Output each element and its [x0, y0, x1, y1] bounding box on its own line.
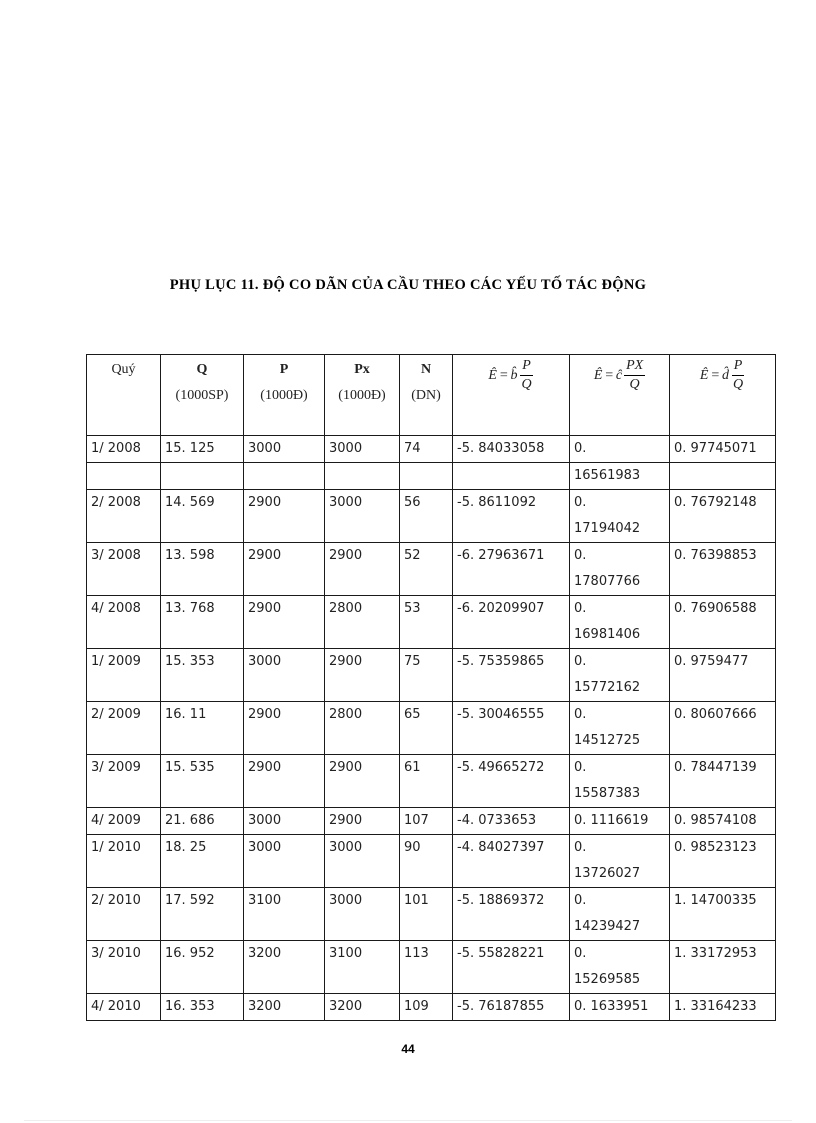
cell-e1: -4. 0733653 — [453, 808, 570, 835]
cell-e1 — [453, 463, 570, 490]
cell-q: 17. 592 — [161, 888, 244, 941]
table-row — [87, 755, 776, 808]
table-row — [87, 596, 776, 649]
cell-n: 74 — [400, 436, 453, 463]
cell-n: 61 — [400, 755, 453, 808]
cell-e2: 0. 15772162 — [570, 649, 670, 702]
header-n: N (DN) — [400, 355, 453, 436]
cell-n: 107 — [400, 808, 453, 835]
footer-divider — [24, 1120, 792, 1121]
cell-q: 15. 353 — [161, 649, 244, 702]
cell-e2: 0. 17194042 — [570, 490, 670, 543]
cell-e3: 0. 97745071 — [670, 436, 776, 463]
cell-e2: 0. — [570, 436, 670, 463]
cell-px: 3100 — [325, 941, 400, 994]
page-title: PHỤ LỤC 11. ĐỘ CO DÃN CỦA CẦU THEO CÁC YẾU TỐ TÁC ĐỘNG — [169, 277, 647, 293]
cell-q: 14. 569 — [161, 490, 244, 543]
table-row — [87, 941, 776, 994]
table-row — [87, 808, 776, 835]
cell-quy: 4/ 2008 — [87, 596, 161, 649]
cell-quy: 2/ 2009 — [87, 702, 161, 755]
cell-q: 13. 598 — [161, 543, 244, 596]
header-quy: Quý — [87, 355, 161, 436]
cell-n: 113 — [400, 941, 453, 994]
cell-n: 56 — [400, 490, 453, 543]
cell-e3: 1. 33172953 — [670, 941, 776, 994]
cell-e1: -5. 49665272 — [453, 755, 570, 808]
cell-q: 16. 353 — [161, 994, 244, 1021]
cell-e3: 0. 78447139 — [670, 755, 776, 808]
cell-e1: -5. 76187855 — [453, 994, 570, 1021]
cell-p: 3000 — [244, 808, 325, 835]
cell-e3: 1. 14700335 — [670, 888, 776, 941]
table-row — [87, 835, 776, 888]
cell-e3: 0. 80607666 — [670, 702, 776, 755]
header-elasticity-cross: Ê = ĉ $\frac{PX}{Q}$ — [570, 355, 670, 436]
cell-p: 3100 — [244, 888, 325, 941]
cell-e3: 1. 33164233 — [670, 994, 776, 1021]
cell-q: 15. 535 — [161, 755, 244, 808]
cell-n: 65 — [400, 702, 453, 755]
cell-e1: -6. 27963671 — [453, 543, 570, 596]
cell-n: 75 — [400, 649, 453, 702]
cell-n: 52 — [400, 543, 453, 596]
cell-quy: 2/ 2008 — [87, 490, 161, 543]
cell-px — [325, 463, 400, 490]
cell-e1: -5. 18869372 — [453, 888, 570, 941]
table-row — [87, 543, 776, 596]
cell-p — [244, 463, 325, 490]
cell-px: 3000 — [325, 436, 400, 463]
cell-p: 3200 — [244, 994, 325, 1021]
cell-p: 3000 — [244, 436, 325, 463]
cell-n — [400, 463, 453, 490]
cell-quy: 3/ 2008 — [87, 543, 161, 596]
cell-e1: -5. 75359865 — [453, 649, 570, 702]
cell-p: 3000 — [244, 649, 325, 702]
cell-n: 101 — [400, 888, 453, 941]
cell-e3: 0. 98574108 — [670, 808, 776, 835]
cell-e1: -5. 55828221 — [453, 941, 570, 994]
cell-e1: -4. 84027397 — [453, 835, 570, 888]
cell-e1: -5. 8611092 — [453, 490, 570, 543]
page-number: 44 — [401, 1042, 415, 1056]
cell-e3 — [670, 463, 776, 490]
cell-px: 3200 — [325, 994, 400, 1021]
cell-e2: 0. 1633951 — [570, 994, 670, 1021]
cell-e3: 0. 98523123 — [670, 835, 776, 888]
cell-e1: -5. 30046555 — [453, 702, 570, 755]
table-row — [87, 649, 776, 702]
header-p: P (1000Đ) — [244, 355, 325, 436]
cell-q: 21. 686 — [161, 808, 244, 835]
cell-e1: -5. 84033058 — [453, 436, 570, 463]
cell-q: 15. 125 — [161, 436, 244, 463]
table-row — [87, 436, 776, 463]
header-q: Q (1000SP) — [161, 355, 244, 436]
cell-q: 16. 11 — [161, 702, 244, 755]
cell-px: 3000 — [325, 835, 400, 888]
cell-p: 3200 — [244, 941, 325, 994]
cell-n: 90 — [400, 835, 453, 888]
header-elasticity-price: Ê = b̂ $\frac{P}{Q}$ — [453, 355, 570, 436]
cell-q: 18. 25 — [161, 835, 244, 888]
cell-p: 2900 — [244, 543, 325, 596]
cell-e2: 0. 14239427 — [570, 888, 670, 941]
cell-quy: 1/ 2009 — [87, 649, 161, 702]
elasticity-table — [86, 354, 776, 1021]
cell-e2: 0. 17807766 — [570, 543, 670, 596]
cell-p: 2900 — [244, 490, 325, 543]
cell-e1: -6. 20209907 — [453, 596, 570, 649]
cell-e3: 0. 76792148 — [670, 490, 776, 543]
cell-e2: 0. 14512725 — [570, 702, 670, 755]
cell-e3: 0. 76398853 — [670, 543, 776, 596]
table-row — [87, 888, 776, 941]
cell-quy: 3/ 2009 — [87, 755, 161, 808]
cell-px: 2900 — [325, 543, 400, 596]
cell-e2: 0. 15269585 — [570, 941, 670, 994]
cell-quy: 2/ 2010 — [87, 888, 161, 941]
cell-p: 2900 — [244, 702, 325, 755]
cell-px: 3000 — [325, 490, 400, 543]
cell-e3: 0. 9759477 — [670, 649, 776, 702]
cell-p: 2900 — [244, 596, 325, 649]
cell-p: 2900 — [244, 755, 325, 808]
cell-e2: 16561983 — [570, 463, 670, 490]
cell-e3: 0. 76906588 — [670, 596, 776, 649]
cell-n: 109 — [400, 994, 453, 1021]
cell-q: 13. 768 — [161, 596, 244, 649]
cell-e2: 0. 13726027 — [570, 835, 670, 888]
table-row — [87, 994, 776, 1021]
cell-quy: 4/ 2010 — [87, 994, 161, 1021]
cell-p: 3000 — [244, 835, 325, 888]
cell-quy: 1/ 2008 — [87, 436, 161, 463]
cell-e2: 0. 15587383 — [570, 755, 670, 808]
header-row — [87, 355, 776, 436]
header-elasticity-firms: Ê = d̂ $\frac{P}{Q}$ — [670, 355, 776, 436]
cell-px: 3000 — [325, 888, 400, 941]
cell-quy: 3/ 2010 — [87, 941, 161, 994]
cell-e2: 0. 16981406 — [570, 596, 670, 649]
header-px: Px (1000Đ) — [325, 355, 400, 436]
cell-n: 53 — [400, 596, 453, 649]
cell-px: 2900 — [325, 808, 400, 835]
cell-e2: 0. 1116619 — [570, 808, 670, 835]
cell-q — [161, 463, 244, 490]
cell-quy: 4/ 2009 — [87, 808, 161, 835]
table-row — [87, 463, 776, 490]
cell-q: 16. 952 — [161, 941, 244, 994]
cell-px: 2800 — [325, 702, 400, 755]
table-row — [87, 490, 776, 543]
cell-px: 2900 — [325, 649, 400, 702]
cell-quy: 1/ 2010 — [87, 835, 161, 888]
cell-px: 2800 — [325, 596, 400, 649]
cell-quy — [87, 463, 161, 490]
table-row — [87, 702, 776, 755]
cell-px: 2900 — [325, 755, 400, 808]
